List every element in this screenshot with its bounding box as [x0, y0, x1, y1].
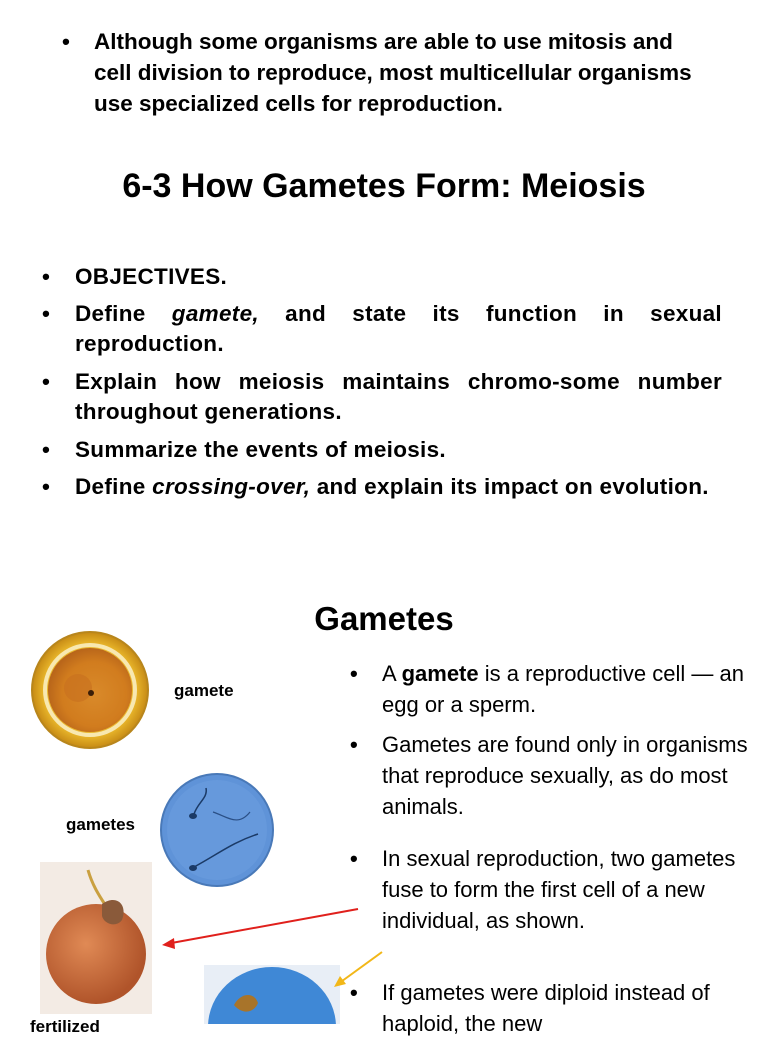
- bullet-dot: •: [42, 474, 50, 499]
- term-crossing-over: crossing-over,: [152, 474, 311, 499]
- bullet-dot: •: [62, 29, 70, 54]
- yellow-arrowhead: [334, 976, 346, 987]
- intro-bullet: [62, 26, 712, 119]
- objective-text: OBJECTIVES.: [75, 264, 228, 289]
- bullet-dot: •: [350, 661, 358, 686]
- gamete-bullet: [350, 658, 750, 720]
- bullet-text: A gamete is a reproductive cell — an egg or a sperm.: [382, 661, 744, 717]
- bullet-dot: •: [350, 980, 358, 1005]
- bullet-text: In sexual reproduction, two gametes fuse to form the first cell of a new individual, as shown.: [382, 846, 736, 933]
- label-fertilized: fertilized: [30, 1017, 100, 1036]
- bullet-dot: •: [350, 846, 358, 871]
- label-gamete: gamete: [174, 681, 234, 700]
- objective-item: [42, 472, 722, 502]
- bullet-text: If gametes were diploid instead of haploid, the new: [382, 980, 710, 1036]
- section-title: 6-3 How Gametes Form: Meiosis: [122, 167, 646, 205]
- bullet-dot: •: [350, 732, 358, 757]
- gametes-title: Gametes: [314, 600, 454, 637]
- objective-item: [42, 367, 722, 427]
- bullet-dot: •: [42, 301, 50, 326]
- objective-item: [42, 262, 722, 292]
- term-gamete-bold: gamete: [401, 661, 479, 686]
- objective-text: Summarize the events of meiosis.: [75, 437, 446, 462]
- egg-cell-image: [30, 630, 152, 752]
- gamete-bullet: [350, 977, 750, 1039]
- bullet-dot: •: [42, 437, 50, 462]
- intro-text: Although some organisms are able to use mitosis and cell division to reproduce, most multicellular organisms use specialized cells for reproduction.: [94, 29, 692, 116]
- gamete-bullet: [350, 843, 750, 936]
- bullet-dot: •: [42, 264, 50, 289]
- objective-text: Define gamete, and state its function in sexual reproduction.: [75, 301, 722, 356]
- bullet-text: Gametes are found only in organisms that reproduce sexually, as do most animals.: [382, 732, 748, 819]
- sperm-cells-image: [158, 772, 276, 888]
- label-gametes: gametes: [66, 815, 135, 834]
- objective-text: Define crossing-over, and explain its impact on evolution.: [75, 474, 709, 499]
- gamete-bullet: [350, 729, 750, 822]
- objective-item: [42, 435, 722, 465]
- fertilization-image: [40, 862, 152, 1014]
- term-gamete: gamete,: [171, 301, 259, 326]
- objective-item: [42, 299, 722, 359]
- objective-text: Explain how meiosis maintains chromo-some number throughout generations.: [75, 369, 722, 424]
- red-arrowhead: [162, 938, 175, 949]
- bullet-dot: •: [42, 369, 50, 394]
